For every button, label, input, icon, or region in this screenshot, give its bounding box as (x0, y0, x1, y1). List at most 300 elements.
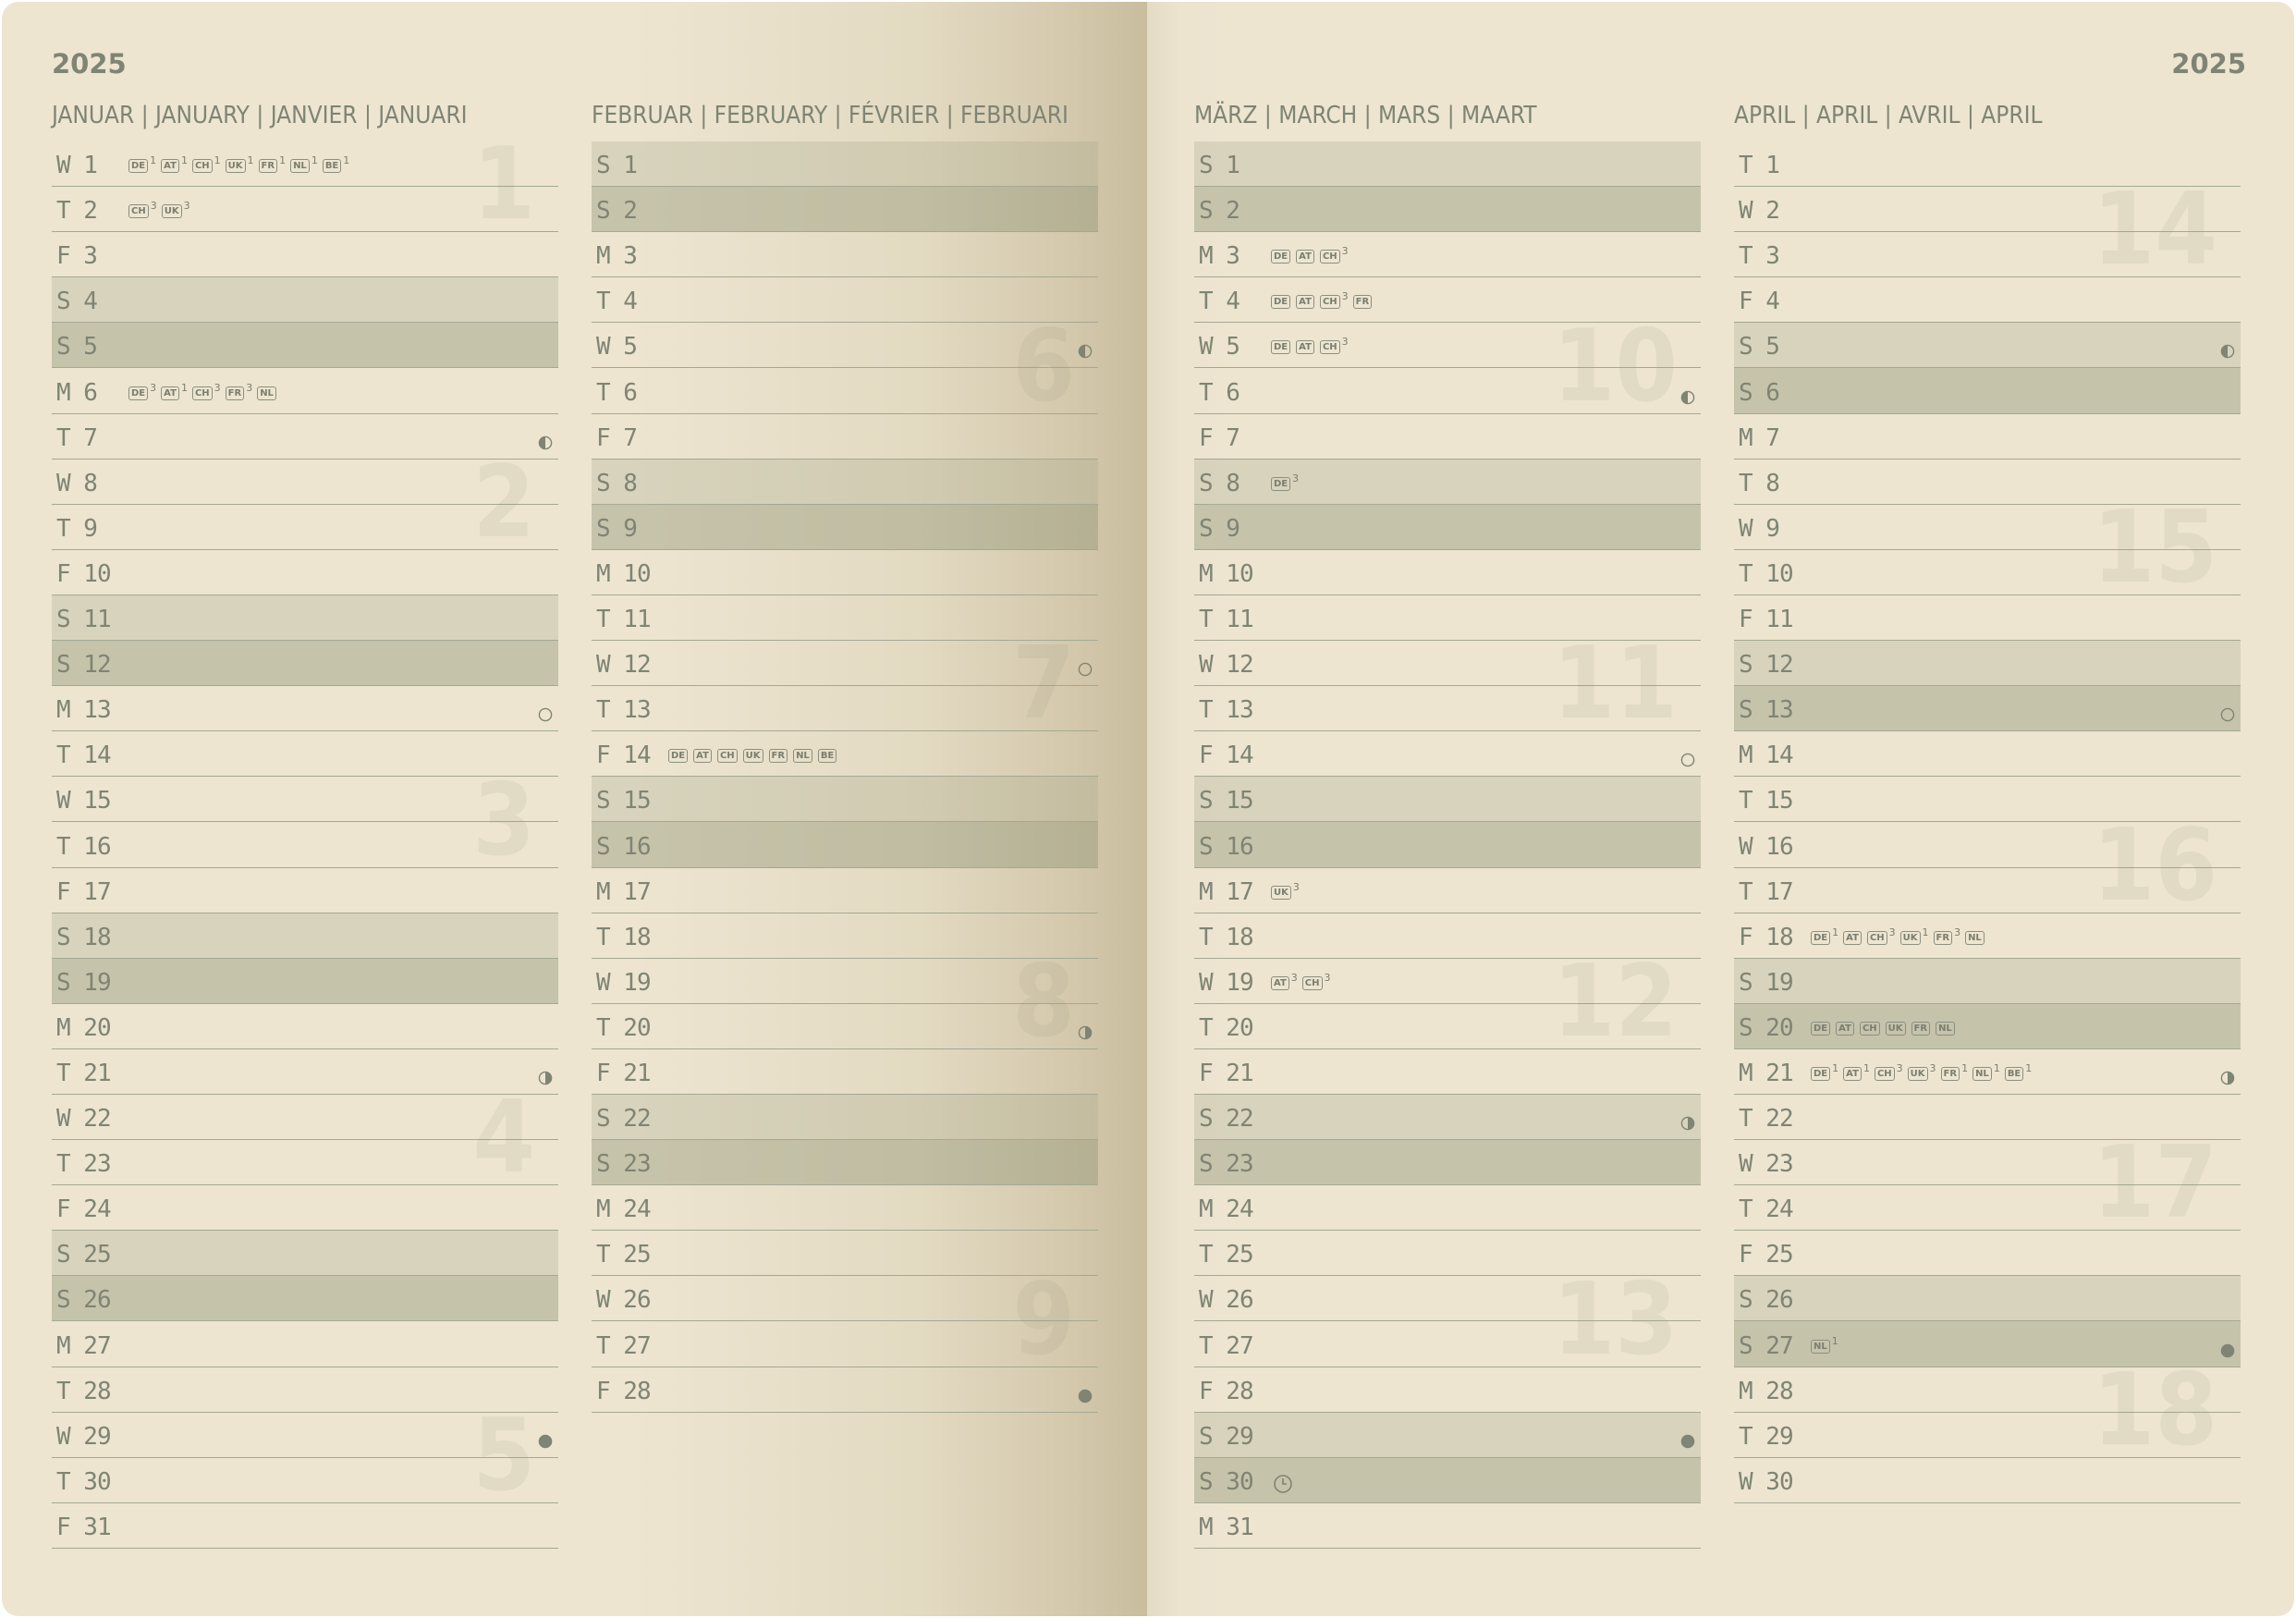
week-number: 9 (1012, 1261, 1075, 1378)
day-label: T 18 (1199, 923, 1253, 951)
right-page (1147, 2, 2294, 1616)
day-label: T 11 (1199, 606, 1253, 634)
day-row (592, 1185, 1098, 1231)
country-badge: UK (162, 204, 182, 218)
day-row (1734, 141, 2241, 187)
day-row (1734, 1140, 2241, 1185)
day-label: S 13 (1739, 696, 1793, 725)
holiday-badges (128, 381, 280, 400)
day-label: T 6 (596, 378, 637, 407)
day-row (1194, 187, 1701, 232)
full-moon-icon (2220, 707, 2235, 722)
country-badge: FR (226, 386, 245, 400)
day-label: S 5 (56, 333, 97, 362)
day-label: S 26 (56, 1286, 111, 1315)
first-quarter-moon-icon (538, 435, 553, 450)
holiday-note: 1 (180, 154, 188, 167)
day-label: M 3 (596, 242, 637, 271)
holiday-badges (1811, 1022, 1959, 1036)
day-label: F 21 (596, 1059, 651, 1087)
day-row (1194, 505, 1701, 550)
holiday-note: 1 (1961, 1061, 1969, 1074)
day-row (1734, 1367, 2241, 1413)
day-row (1194, 959, 1701, 1004)
day-row (592, 1276, 1098, 1321)
day-label: S 22 (1199, 1105, 1253, 1134)
holiday-note: 3 (183, 200, 190, 213)
day-label: S 2 (596, 197, 637, 226)
year-right: 2025 (2171, 48, 2246, 80)
country-badge: NL (793, 749, 812, 763)
day-label: S 5 (1739, 333, 1779, 362)
day-row (1194, 368, 1701, 413)
day-label: W 16 (1739, 832, 1793, 861)
day-label: F 31 (56, 1513, 111, 1541)
month-title: FEBRUAR | FEBRUARY | FÉVRIER | FEBRUARI (592, 102, 1069, 129)
country-badge: FR (1353, 295, 1373, 309)
day-label: F 14 (1199, 742, 1253, 770)
day-row (592, 868, 1098, 913)
day-label: T 28 (56, 1377, 111, 1405)
day-label: F 3 (56, 242, 97, 271)
day-row (52, 1458, 558, 1503)
country-badge: UK (226, 159, 246, 173)
day-label: W 8 (56, 469, 97, 497)
new-moon-icon (2220, 1343, 2235, 1358)
day-row (592, 641, 1098, 686)
country-badge: BE (818, 749, 837, 763)
day-label: S 9 (1199, 514, 1240, 543)
holiday-note: 3 (1292, 472, 1300, 484)
holiday-badges (128, 200, 193, 218)
day-label: S 11 (56, 606, 111, 634)
day-label: W 15 (56, 787, 111, 815)
day-row (52, 1413, 558, 1458)
day-row (52, 505, 558, 550)
day-row (1734, 641, 2241, 686)
day-label: W 26 (1199, 1286, 1253, 1315)
country-badge: CH (192, 159, 213, 173)
day-label: T 1 (1739, 152, 1779, 180)
day-label: M 10 (1199, 559, 1253, 588)
day-row (1194, 641, 1701, 686)
country-badge: DE (1271, 340, 1290, 354)
day-label: T 25 (596, 1241, 651, 1269)
day-label: T 21 (56, 1059, 111, 1087)
day-row (1194, 323, 1701, 368)
day-label: F 11 (1739, 606, 1793, 634)
day-label: T 11 (596, 606, 651, 634)
day-label: S 20 (1739, 1013, 1793, 1042)
country-badge: DE (1271, 295, 1290, 309)
country-badge: BE (2005, 1067, 2023, 1081)
day-row (1194, 1413, 1701, 1458)
country-badge: CH (1875, 1067, 1895, 1081)
country-badge: AT (1296, 340, 1314, 354)
holiday-note: 3 (1324, 971, 1331, 984)
day-label: S 16 (1199, 832, 1253, 861)
country-badge: DE (1271, 250, 1290, 264)
day-label: M 14 (1739, 742, 1793, 770)
holiday-note: 1 (1922, 925, 1929, 938)
day-label: T 2 (56, 197, 97, 226)
country-badge: NL (1811, 1340, 1830, 1354)
day-row (1194, 731, 1701, 777)
day-label: S 1 (1199, 152, 1240, 180)
day-row (1194, 414, 1701, 460)
day-row (1194, 1503, 1701, 1549)
country-badge: CH (1867, 931, 1887, 945)
day-label: F 18 (1739, 923, 1793, 951)
week-number: 1 (472, 127, 535, 243)
day-label: M 27 (56, 1331, 111, 1360)
month-title: APRIL | APRIL | AVRIL | APRIL (1734, 102, 2043, 129)
day-label: M 3 (1199, 242, 1240, 271)
day-row (1194, 595, 1701, 641)
day-row (592, 505, 1098, 550)
day-label: T 3 (1739, 242, 1779, 271)
day-label: W 9 (1739, 514, 1779, 543)
day-label: S 25 (56, 1241, 111, 1269)
holiday-note: 3 (246, 381, 253, 394)
day-row (1734, 822, 2241, 867)
day-row (592, 731, 1098, 777)
country-badge: DE (128, 386, 148, 400)
day-row (592, 1095, 1098, 1140)
day-row (1194, 1049, 1701, 1095)
holiday-badges (1271, 336, 1351, 354)
holiday-note: 3 (1954, 925, 1961, 938)
country-badge: CH (1320, 295, 1340, 309)
day-label: M 17 (596, 877, 651, 906)
day-row (592, 913, 1098, 959)
day-label: T 7 (56, 423, 97, 452)
holiday-note: 1 (150, 154, 157, 167)
day-row (52, 913, 558, 959)
new-moon-icon (538, 1434, 553, 1449)
day-label: S 15 (596, 787, 651, 815)
country-badge: UK (1271, 886, 1291, 900)
day-label: F 14 (596, 742, 651, 770)
full-moon-icon (1680, 753, 1695, 767)
day-row (52, 1321, 558, 1367)
holiday-badges (1811, 1334, 1841, 1354)
day-row (592, 550, 1098, 595)
holiday-note: 1 (1832, 925, 1839, 938)
country-badge: NL (1936, 1022, 1955, 1036)
country-badge: CH (192, 386, 213, 400)
week-number: 15 (2092, 489, 2217, 606)
day-label: W 30 (1739, 1467, 1793, 1496)
holiday-note: 3 (1341, 245, 1349, 258)
day-row (1734, 1458, 2241, 1503)
day-row (1734, 686, 2241, 731)
full-moon-icon (538, 707, 553, 722)
day-label: W 23 (1739, 1150, 1793, 1179)
country-badge: FR (1941, 1067, 1960, 1081)
holiday-note: 3 (1290, 971, 1298, 984)
week-number: 11 (1552, 626, 1678, 742)
day-label: S 6 (1739, 378, 1779, 407)
holiday-note: 1 (1831, 1334, 1838, 1347)
day-label: T 6 (1199, 378, 1240, 407)
country-badge: AT (161, 386, 179, 400)
day-row (592, 323, 1098, 368)
day-row (1194, 1231, 1701, 1276)
day-label: S 27 (1739, 1331, 1793, 1360)
country-badge: DE (668, 749, 688, 763)
day-row (1194, 913, 1701, 959)
country-badge: AT (161, 159, 179, 173)
first-quarter-moon-icon (1680, 390, 1695, 405)
day-label: T 8 (1739, 469, 1779, 497)
day-row (52, 550, 558, 595)
day-label: T 16 (56, 832, 111, 861)
day-row (1734, 550, 2241, 595)
day-row (1734, 187, 2241, 232)
week-number: 13 (1552, 1261, 1678, 1378)
day-row (592, 187, 1098, 232)
day-row (52, 141, 558, 187)
day-row (1194, 460, 1701, 505)
first-quarter-moon-icon (1078, 344, 1093, 359)
day-row (1194, 1367, 1701, 1413)
day-label: F 24 (56, 1195, 111, 1224)
day-row (1734, 595, 2241, 641)
day-row (52, 822, 558, 867)
day-label: S 15 (1199, 787, 1253, 815)
holiday-note: 3 (1896, 1061, 1903, 1074)
day-row (1734, 1095, 2241, 1140)
day-list (1734, 141, 2241, 1503)
day-row (592, 1231, 1098, 1276)
day-label: T 17 (1739, 877, 1793, 906)
holiday-note: 1 (1862, 1061, 1870, 1074)
day-row (592, 368, 1098, 413)
holiday-badges (1271, 290, 1375, 309)
holiday-note: 1 (247, 154, 254, 167)
day-label: W 12 (1199, 651, 1253, 680)
day-label: M 24 (1199, 1195, 1253, 1224)
full-moon-icon (1078, 662, 1093, 677)
day-row (52, 368, 558, 413)
day-label: T 9 (56, 514, 97, 543)
day-label: W 29 (56, 1422, 111, 1451)
day-label: T 10 (1739, 559, 1793, 588)
week-number: 12 (1552, 943, 1678, 1060)
day-row (52, 277, 558, 323)
day-row (1734, 505, 2241, 550)
day-row (1734, 460, 2241, 505)
day-label: T 27 (596, 1331, 651, 1360)
day-label: S 19 (56, 968, 111, 997)
day-row (52, 460, 558, 505)
day-label: T 14 (56, 742, 111, 770)
day-row (52, 1004, 558, 1049)
last-quarter-moon-icon (2220, 1071, 2235, 1085)
day-row (52, 777, 558, 822)
country-badge: CH (717, 749, 738, 763)
day-row (52, 1140, 558, 1185)
day-row (1734, 1321, 2241, 1367)
day-row (1194, 550, 1701, 595)
day-label: T 27 (1199, 1331, 1253, 1360)
week-number: 14 (2092, 172, 2217, 288)
day-row (592, 1321, 1098, 1367)
month-title: JANUAR | JANUARY | JANVIER | JANUARI (52, 102, 468, 129)
day-label: S 2 (1199, 197, 1240, 226)
country-badge: NL (290, 159, 310, 173)
day-row (1194, 868, 1701, 913)
holiday-note: 3 (1341, 336, 1349, 349)
day-row (1734, 1049, 2241, 1095)
day-label: T 4 (1199, 288, 1240, 316)
day-label: T 30 (56, 1467, 111, 1496)
day-row (592, 141, 1098, 187)
holiday-note: 1 (1993, 1061, 2000, 1074)
day-row (1194, 232, 1701, 277)
country-badge: DE (128, 159, 148, 173)
day-row (1734, 868, 2241, 913)
new-moon-icon (1680, 1434, 1695, 1449)
week-number: 18 (2092, 1352, 2217, 1468)
holiday-note: 1 (343, 154, 350, 167)
day-label: T 18 (596, 923, 651, 951)
day-label: W 5 (1199, 333, 1240, 362)
year-left: 2025 (52, 48, 127, 80)
holiday-badges (1271, 472, 1301, 491)
day-label: T 29 (1739, 1422, 1793, 1451)
holiday-note: 3 (1341, 290, 1349, 303)
holiday-note: 3 (1888, 925, 1896, 938)
day-row (1194, 1004, 1701, 1049)
day-label: M 7 (1739, 423, 1779, 452)
day-label: S 26 (1739, 1286, 1793, 1315)
day-label: T 22 (1739, 1105, 1793, 1134)
day-label: F 4 (1739, 288, 1779, 316)
day-row (52, 187, 558, 232)
country-badge: FR (769, 749, 788, 763)
week-number: 4 (472, 1080, 535, 1196)
day-label: F 7 (1199, 423, 1240, 452)
day-row (592, 232, 1098, 277)
country-badge: UK (1886, 1022, 1906, 1036)
day-label: T 13 (596, 696, 651, 725)
day-row (1194, 777, 1701, 822)
country-badge: FR (1934, 931, 1953, 945)
week-number: 17 (2092, 1125, 2217, 1242)
day-label: W 26 (596, 1286, 651, 1315)
day-row (1194, 822, 1701, 867)
day-row (592, 1049, 1098, 1095)
day-label: M 20 (56, 1013, 111, 1042)
day-label: T 25 (1199, 1241, 1253, 1269)
country-badge: FR (1911, 1022, 1931, 1036)
week-number: 5 (472, 1397, 535, 1514)
day-row (52, 1276, 558, 1321)
day-row (1194, 277, 1701, 323)
country-badge: NL (257, 386, 276, 400)
day-row (1734, 731, 2241, 777)
day-row (592, 595, 1098, 641)
day-row (52, 686, 558, 731)
day-label: F 7 (596, 423, 637, 452)
day-label: S 19 (1739, 968, 1793, 997)
country-badge: DE (1271, 477, 1290, 491)
day-label: F 21 (1199, 1059, 1253, 1087)
holiday-note: 1 (214, 154, 221, 167)
country-badge: AT (1843, 931, 1862, 945)
day-row (1734, 368, 2241, 413)
day-label: W 12 (596, 651, 651, 680)
day-row (592, 277, 1098, 323)
day-row (1734, 414, 2241, 460)
day-label: T 20 (1199, 1013, 1253, 1042)
holiday-note: 3 (150, 200, 157, 213)
day-label: M 21 (1739, 1059, 1793, 1087)
day-label: S 23 (1199, 1150, 1253, 1179)
day-row (1194, 1321, 1701, 1367)
day-row (1734, 277, 2241, 323)
day-label: S 8 (596, 469, 637, 497)
day-row (1194, 141, 1701, 187)
day-row (592, 1140, 1098, 1185)
day-label: S 12 (1739, 651, 1793, 680)
day-row (52, 1049, 558, 1095)
day-row (52, 641, 558, 686)
day-label: S 4 (56, 288, 97, 316)
day-label: T 24 (1739, 1195, 1793, 1224)
first-quarter-moon-icon (2220, 344, 2235, 359)
holiday-badges (1271, 971, 1334, 990)
week-number: 8 (1012, 943, 1075, 1060)
day-row (1194, 1140, 1701, 1185)
day-row (592, 414, 1098, 460)
week-number: 2 (472, 444, 535, 560)
country-badge: AT (693, 749, 712, 763)
day-label: S 22 (596, 1105, 651, 1134)
day-label: F 10 (56, 559, 111, 588)
day-label: F 28 (596, 1377, 651, 1405)
day-label: W 19 (596, 968, 651, 997)
holiday-note: 1 (180, 381, 188, 394)
day-row (1734, 1231, 2241, 1276)
day-label: T 15 (1739, 787, 1793, 815)
country-badge: AT (1843, 1067, 1862, 1081)
day-row (592, 959, 1098, 1004)
day-row (1734, 913, 2241, 959)
day-row (1194, 686, 1701, 731)
day-row (52, 1185, 558, 1231)
day-label: T 4 (596, 288, 637, 316)
last-quarter-moon-icon (538, 1071, 553, 1085)
day-row (52, 731, 558, 777)
day-label: M 13 (56, 696, 111, 725)
day-label: W 5 (596, 333, 637, 362)
country-badge: CH (1860, 1022, 1880, 1036)
country-badge: CH (1302, 976, 1323, 990)
holiday-note: 1 (1832, 1061, 1839, 1074)
day-row (52, 1095, 558, 1140)
day-row (592, 686, 1098, 731)
day-label: M 24 (596, 1195, 651, 1224)
day-row (592, 1004, 1098, 1049)
week-number: 7 (1012, 626, 1075, 742)
country-badge: FR (259, 159, 278, 173)
day-label: T 13 (1199, 696, 1253, 725)
day-label: S 16 (596, 832, 651, 861)
day-row (52, 414, 558, 460)
